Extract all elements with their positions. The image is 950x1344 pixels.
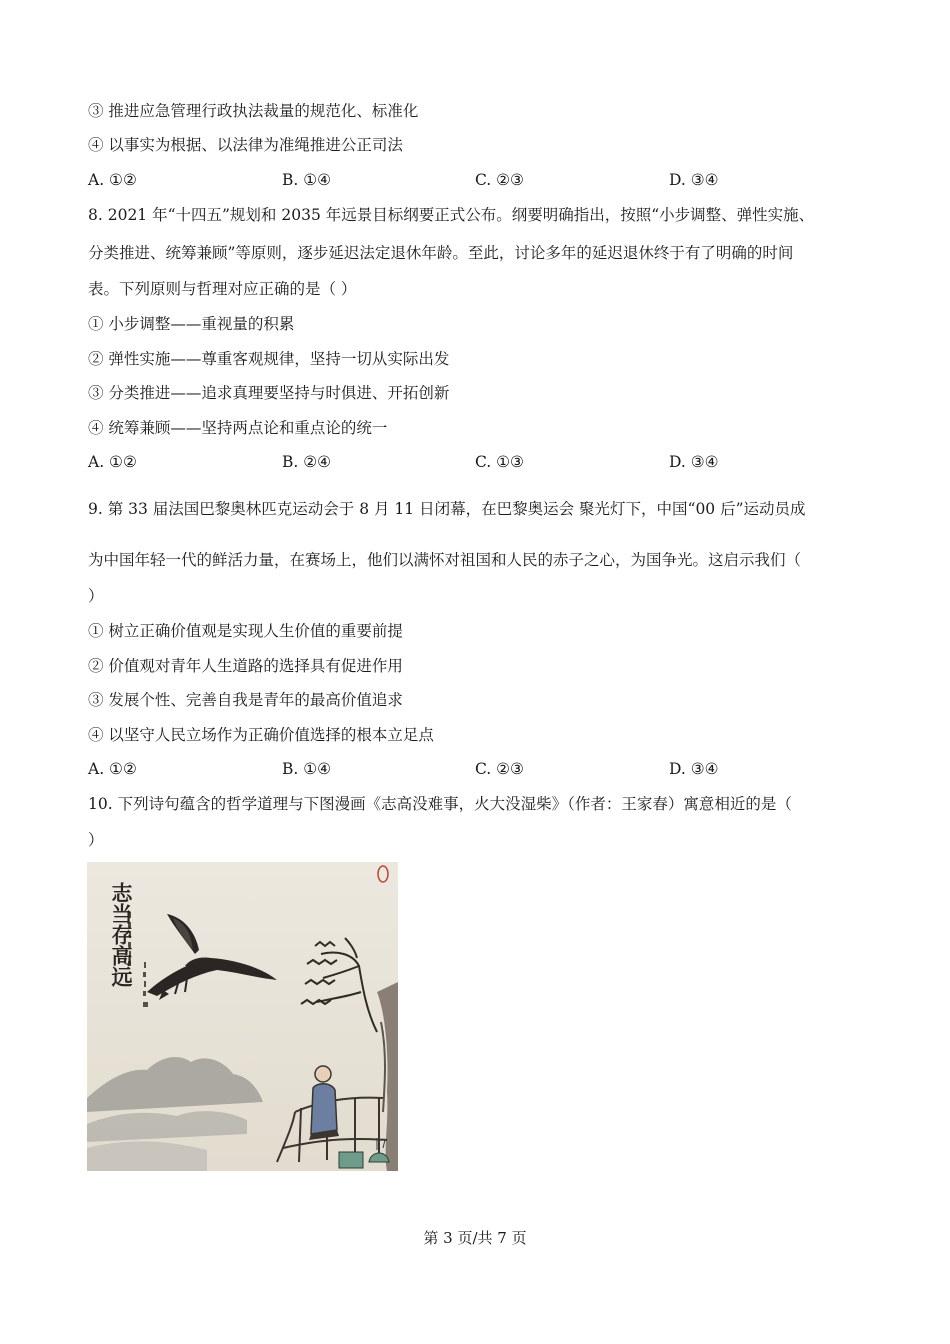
- q10-stem-line-2: ）: [88, 831, 104, 849]
- q7-option-b: B. ①④: [282, 171, 332, 189]
- q8-stem-line-3: 表。下列原则与哲理对应正确的是（ ）: [88, 280, 357, 298]
- q7-option-c: C. ②③: [475, 171, 524, 189]
- painting-inscription: 志当存高远: [109, 882, 133, 987]
- q9-option-a: A. ①②: [88, 760, 137, 778]
- q9-item-1: ① 树立正确价值观是实现人生价值的重要前提: [88, 622, 403, 640]
- q9-option-d: D. ③④: [669, 760, 719, 778]
- page-number-footer: 第 3 页/共 7 页: [423, 1229, 527, 1247]
- q9-stem-line-3: ）: [88, 587, 104, 605]
- q8-option-b: B. ②④: [282, 453, 332, 471]
- q7-option-a: A. ①②: [88, 171, 137, 189]
- q7-item-3: ③ 推进应急管理行政执法裁量的规范化、标准化: [88, 102, 419, 120]
- q8-item-3: ③ 分类推进——追求真理要坚持与时俱进、开拓创新: [88, 384, 450, 402]
- q10-stem-line-1: 10. 下列诗句蕴含的哲学道理与下图漫画《志高没难事，火大没湿柴》（作者：王家春）寓意相近的是（: [88, 795, 792, 813]
- q8-item-1: ① 小步调整——重视量的积累: [88, 315, 295, 333]
- q9-item-3: ③ 发展个性、完善自我是青年的最高价值追求: [88, 691, 403, 709]
- q7-item-4: ④ 以事实为根据、以法律为准绳推进公正司法: [88, 136, 403, 154]
- q8-stem-line-1: 8. 2021 年“十四五”规划和 2035 年远景目标纲要正式公布。纲要明确指出，按照“小步调整、弹性实施、: [88, 206, 815, 224]
- q9-stem-line-1: 9. 第 33 届法国巴黎奥林匹克运动会于 8 月 11 日闭幕，在巴黎奥运会 聚光灯下，中国“00 后”运动员成: [88, 500, 806, 518]
- q8-item-2: ② 弹性实施——尊重客观规律，坚持一切从实际出发: [88, 350, 450, 368]
- q8-option-a: A. ①②: [88, 453, 137, 471]
- q8-option-c: C. ①③: [475, 453, 524, 471]
- q9-item-2: ② 价值观对青年人生道路的选择具有促进作用: [88, 657, 403, 675]
- cartoon-painting: [87, 862, 398, 1171]
- q7-option-d: D. ③④: [669, 171, 719, 189]
- q9-option-b: B. ①④: [282, 760, 332, 778]
- q9-stem-line-2: 为中国年轻一代的鲜活力量，在赛场上，他们以满怀对祖国和人民的赤子之心，为国争光。这启示我们（: [88, 551, 802, 569]
- q8-option-d: D. ③④: [669, 453, 719, 471]
- q8-item-4: ④ 统筹兼顾——坚持两点论和重点论的统一: [88, 419, 388, 437]
- q8-stem-line-2: 分类推进、统筹兼顾”等原则，逐步延迟法定退休年龄。至此，讨论多年的延迟退休终于有了明确的时间: [88, 244, 794, 262]
- q9-option-c: C. ②③: [475, 760, 524, 778]
- q9-item-4: ④ 以坚守人民立场作为正确价值选择的根本立足点: [88, 726, 434, 744]
